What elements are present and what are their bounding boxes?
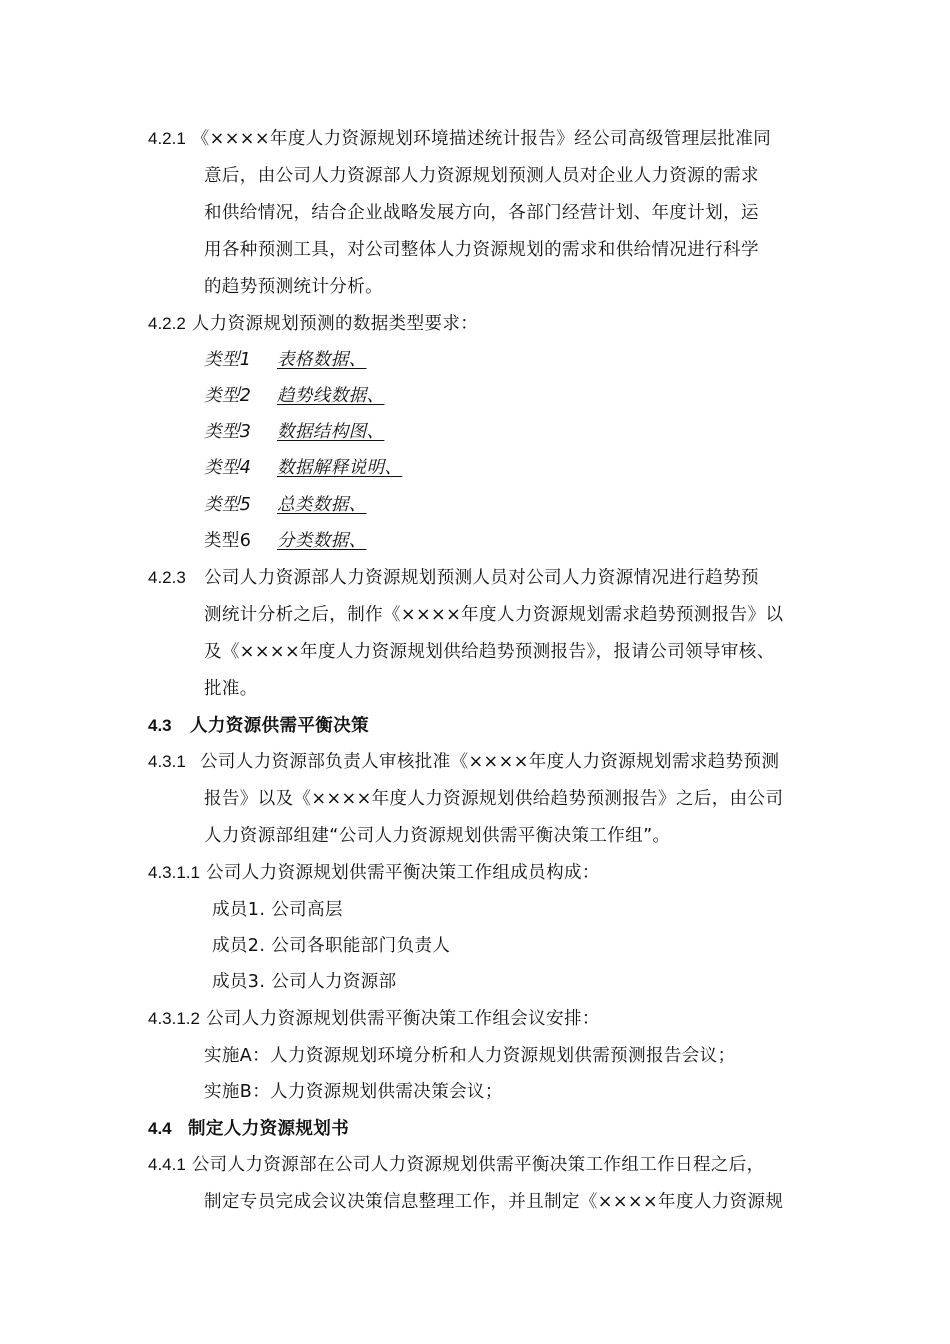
section-number: 4.2.3 [148,568,186,587]
data-type-label: 类型6 [204,531,252,551]
section-number: 4.3 [148,716,172,735]
section-title: 人力资源供需平衡决策 [190,716,369,736]
section-number: 4.2.2 [148,314,186,333]
section-number: 4.3.1 [148,752,186,771]
data-type-label: 类型2 [204,386,252,406]
section-4-3-1-line-3: 人力资源部组建“公司人力资源规划供需平衡决策工作组”。 [204,826,671,846]
section-4-2-3-line-3: 及《××××年度人力资源规划供给趋势预测报告》，报请公司领导审核、 [204,642,775,662]
paragraph-text: 公司人力资源规划供需平衡决策工作组成员构成： [205,863,600,883]
section-4-4-1-line-1 [148,1153,765,1177]
section-4-3-1-2-heading [148,1007,600,1031]
meeting-item-label: 实施B： [204,1082,271,1102]
data-type-label: 类型1 [204,350,252,370]
data-type-6 [204,529,367,553]
paragraph-text: 人力资源规划预测的数据类型要求： [191,314,479,334]
section-number: 4.3.1.1 [148,863,200,882]
section-4-2-1-line-2: 意后，由公司人力资源部人力资源规划预测人员对企业人力资源的需求 [204,166,759,186]
data-type-value: 表格数据、 [277,350,367,370]
section-number: 4.2.1 [148,129,186,148]
member-2 [212,934,450,958]
paragraph-text: 公司人力资源部负责人审核批准《××××年度人力资源规划需求趋势预测 [200,752,780,772]
data-type-4 [204,456,402,480]
member-value: 公司人力资源部 [271,972,397,992]
data-type-value: 数据解释说明、 [277,458,403,478]
paragraph-text: 公司人力资源规划供需平衡决策工作组会议安排： [205,1009,600,1029]
section-4-2-1-line-5: 的趋势预测统计分析。 [204,277,383,297]
data-type-label: 类型4 [204,458,252,478]
meeting-item-b [204,1080,503,1104]
section-4-2-3-line-4: 批准。 [204,679,258,699]
member-label: 成员2. [212,936,266,956]
data-type-2 [204,384,384,408]
meeting-item-a [204,1044,735,1068]
meeting-item-value: 人力资源规划环境分析和人力资源规划供需预测报告会议； [270,1046,736,1066]
data-type-value: 趋势线数据、 [277,386,385,406]
data-type-label: 类型3 [204,422,252,442]
section-4-3-1-line-2: 报告》以及《××××年度人力资源规划供给趋势预测报告》之后，由公司 [204,789,784,809]
section-4-2-1-line-4: 用各种预测工具，对公司整体人力资源规划的需求和供给情况进行科学 [204,240,759,260]
paragraph-text: 《××××年度人力资源规划环境描述统计报告》经公司高级管理层批准同 [191,129,772,149]
member-label: 成员3. [212,972,266,992]
data-type-1 [204,348,367,372]
section-4-3-heading [148,714,369,738]
section-number: 4.4.1 [148,1155,186,1174]
data-type-value: 总类数据、 [277,495,367,515]
paragraph-text: 公司人力资源部在公司人力资源规划供需平衡决策工作组工作日程之后， [191,1155,765,1175]
data-type-label: 类型5 [204,495,252,515]
section-4-4-1-line-2: 制定专员完成会议决策信息整理工作，并且制定《××××年度人力资源规 [204,1192,784,1212]
section-4-3-1-line-1 [148,750,779,774]
member-value: 公司各职能部门负责人 [271,936,451,956]
member-label: 成员1. [212,900,266,920]
section-4-3-1-1-heading [148,861,600,885]
section-4-2-1-line-3: 和供给情况，结合企业战略发展方向，各部门经营计划、年度计划，运 [204,203,759,223]
data-type-5 [204,493,367,517]
meeting-item-value: 人力资源规划供需决策会议； [270,1082,503,1102]
member-3 [212,970,397,994]
section-4-2-2-heading [148,312,478,336]
section-number: 4.3.1.2 [148,1009,200,1028]
member-value: 公司高层 [271,900,343,920]
section-title: 制定人力资源规划书 [188,1119,350,1139]
section-4-2-3-line-1 [148,566,759,590]
data-type-value: 分类数据、 [277,531,367,551]
section-4-4-heading [148,1117,349,1141]
meeting-item-label: 实施A： [204,1046,271,1066]
section-4-2-1-line-1 [148,127,771,151]
member-1 [212,898,343,922]
data-type-value: 数据结构图、 [277,422,385,442]
paragraph-text: 公司人力资源部人力资源规划预测人员对公司人力资源情况进行趋势预 [204,568,759,588]
section-number: 4.4 [148,1119,172,1138]
section-4-2-3-line-2: 测统计分析之后，制作《××××年度人力资源规划需求趋势预测报告》以 [204,605,784,625]
data-type-3 [204,420,384,444]
